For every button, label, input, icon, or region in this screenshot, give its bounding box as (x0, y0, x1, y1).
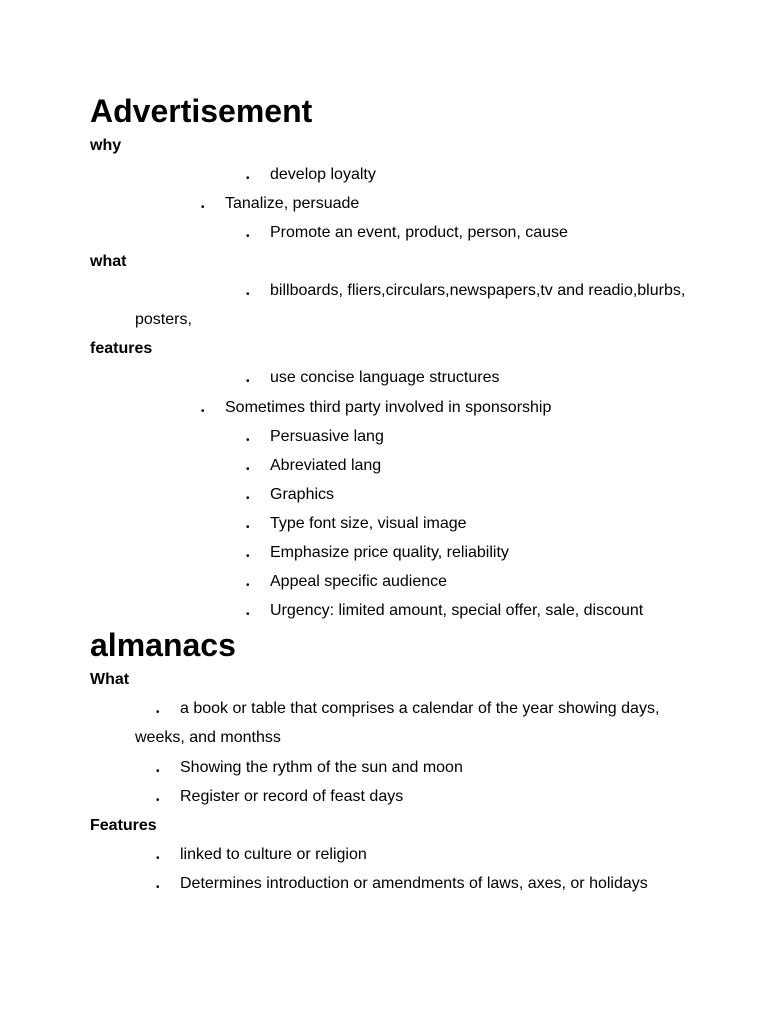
list-item: • Tanalize, persuade (90, 189, 690, 218)
bullet-icon: • (156, 881, 160, 893)
bullet-icon: • (246, 231, 250, 243)
almanacs-features-heading: Features (90, 816, 157, 834)
bullet-icon: • (201, 202, 205, 214)
list-item: • Determines introduction or amendments of laws, axes, or holidays (90, 869, 690, 898)
bullet-icon: • (246, 492, 250, 504)
bullet-icon: • (246, 434, 250, 446)
list-item: • Emphasize price quality, reliability (90, 538, 690, 567)
almanacs-what-heading: What (90, 671, 130, 689)
bullet-icon: • (156, 794, 160, 806)
list-item: • Persuasive lang (90, 422, 690, 451)
what-heading: what (90, 253, 127, 271)
bullet-icon: • (246, 463, 250, 475)
bullet-icon: • (246, 173, 250, 184)
almanacs-what-list (90, 694, 690, 810)
list-item: • a book or table that comprises a calendar of the year showing days, weeks, and monthss (90, 694, 690, 752)
list-item: • Sometimes third party involved in sponsorship (90, 393, 690, 422)
list-item: • use concise language structures (90, 363, 690, 392)
list-item: • Promote an event, product, person, cause (90, 218, 690, 247)
bullet-icon: • (246, 551, 250, 563)
list-item: • Urgency: limited amount, special offer, sale, discount (90, 596, 690, 625)
list-item: • develop loyalty (90, 160, 690, 189)
why-heading: why (90, 137, 122, 154)
list-item: • Abreviated lang (90, 451, 690, 480)
list-item: • linked to culture or religion (90, 840, 690, 869)
advertisement-title: Advertisement (90, 93, 313, 129)
almanacs-features-list (90, 840, 690, 898)
bullet-icon: • (156, 765, 160, 777)
features-heading: features (90, 340, 153, 358)
list-item: • Appeal specific audience (90, 567, 690, 596)
list-item: • Showing the rythm of the sun and moon (90, 753, 690, 782)
almanacs-title: almanacs (90, 627, 236, 664)
document-page (90, 91, 690, 898)
bullet-icon: • (246, 580, 250, 592)
list-item: • Type font size, visual image (90, 509, 690, 538)
what-list (90, 276, 690, 334)
bullet-icon: • (156, 852, 160, 864)
why-list (90, 160, 690, 247)
bullet-icon: • (246, 521, 250, 533)
bullet-icon: • (201, 405, 205, 417)
bullet-icon: • (156, 707, 160, 719)
bullet-icon: • (246, 376, 250, 388)
features-list (90, 363, 690, 625)
list-item: • Register or record of feast days (90, 782, 690, 811)
list-item: • Graphics (90, 480, 690, 509)
bullet-icon: • (246, 609, 250, 621)
bullet-icon: • (246, 289, 250, 301)
list-item: • billboards, fliers,circulars,newspapers,tv and readio,blurbs, posters, (90, 276, 690, 334)
